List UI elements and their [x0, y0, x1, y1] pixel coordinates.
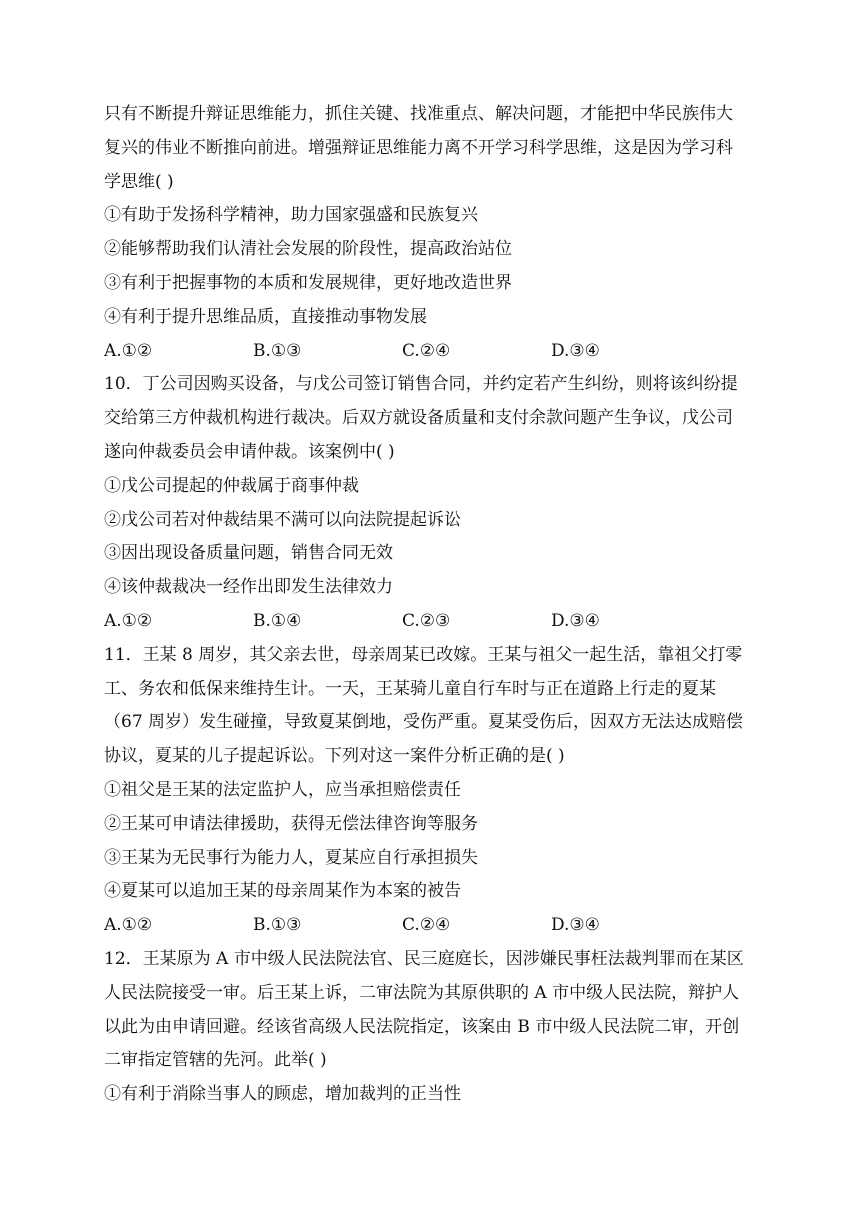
- option-b: B.①④: [253, 610, 302, 631]
- statement-1: ①祖父是王某的法定监护人，应当承担赔偿责任: [104, 779, 461, 800]
- option-d: D.③④: [551, 915, 600, 936]
- statement-2: ②王某可申请法律援助，获得无偿法律咨询等服务: [104, 813, 478, 834]
- question-stem-line: 遂向仲裁委员会申请仲裁。该案例中( ): [104, 441, 395, 462]
- option-c: C.②④: [402, 340, 451, 361]
- option-d: D.③④: [551, 340, 600, 361]
- statement-4: ④该仲裁裁决一经作出即发生法律效力: [104, 577, 393, 598]
- question-stem-line: 只有不断提升辩证思维能力，抓住关键、找准重点、解决问题，才能把中华民族伟大: [104, 104, 733, 124]
- question-stem-line: 工、务农和低保来维持生计。一天，王某骑儿童自行车时与正在道路上行走的夏某: [104, 678, 716, 699]
- statement-2: ②戊公司若对仲裁结果不满可以向法院提起诉讼: [104, 509, 461, 530]
- answer-options: [104, 909, 770, 943]
- question-stem-line: （67 周岁）发生碰撞，导致夏某倒地，受伤严重。夏某受伤后，因双方无法达成赔偿: [104, 712, 744, 733]
- question-stem-line: 12．王某原为 A 市中级人民法院法官、民三庭庭长，因涉嫌民事枉法裁判罪而在某区: [104, 948, 744, 969]
- statement-3: ③有利于把握事物的本质和发展规律，更好地改造世界: [104, 272, 512, 293]
- option-a: A.①②: [104, 915, 153, 936]
- statement-3: ③王某为无民事行为能力人，夏某应自行承担损失: [104, 847, 478, 868]
- question-stem-line: 人民法院接受一审。后王某上诉，二审法院为其原供职的 A 市中级人民法院，辩护人: [104, 982, 740, 1003]
- document-page: [104, 98, 770, 1112]
- question-stem-line: 10．丁公司因购买设备，与戊公司签订销售合同，并约定若产生纠纷，则将该纠纷提: [104, 374, 738, 395]
- question-stem-line: 协议，夏某的儿子提起诉讼。下列对这一案件分析正确的是( ): [104, 746, 565, 767]
- question-stem-line: 以此为由申请回避。经该省高级人民法院指定，该案由 B 市中级人民法院二审，开创: [104, 1016, 740, 1037]
- option-a: A.①②: [104, 610, 153, 631]
- statement-1: ①有利于消除当事人的顾虑，增加裁判的正当性: [104, 1084, 461, 1105]
- answer-options: [104, 335, 770, 369]
- statement-1: ①有助于发扬科学精神，助力国家强盛和民族复兴: [104, 205, 478, 226]
- statement-4: ④夏某可以追加王某的母亲周某作为本案的被告: [104, 881, 461, 902]
- question-stem-line: 复兴的伟业不断推向前进。增强辩证思维能力离不开学习科学思维，这是因为学习科: [104, 137, 733, 158]
- question-10: [104, 368, 770, 638]
- question-12: [104, 943, 770, 1112]
- option-c: C.②④: [402, 915, 451, 936]
- option-c: C.②③: [402, 610, 451, 631]
- statement-2: ②能够帮助我们认清社会发展的阶段性，提高政治站位: [104, 239, 512, 260]
- option-d: D.③④: [551, 610, 600, 631]
- question-stem-line: 学思维( ): [104, 171, 174, 192]
- question-11: [104, 639, 770, 943]
- question-9: [104, 98, 770, 368]
- option-b: B.①③: [253, 340, 302, 361]
- question-stem-line: 交给第三方仲裁机构进行裁决。后双方就设备质量和支付余款问题产生争议，戊公司: [104, 408, 733, 429]
- option-b: B.①③: [253, 915, 302, 936]
- statement-4: ④有利于提升思维品质，直接推动事物发展: [104, 306, 427, 327]
- question-stem-line: 11．王某 8 周岁，其父亲去世，母亲周某已改嫁。王某与祖父一起生活，靠祖父打零: [104, 644, 743, 665]
- answer-options: [104, 605, 770, 639]
- statement-1: ①戊公司提起的仲裁属于商事仲裁: [104, 475, 359, 496]
- option-a: A.①②: [104, 340, 153, 361]
- statement-3: ③因出现设备质量问题，销售合同无效: [104, 543, 393, 564]
- question-stem-line: 二审指定管辖的先河。此举( ): [104, 1050, 327, 1071]
